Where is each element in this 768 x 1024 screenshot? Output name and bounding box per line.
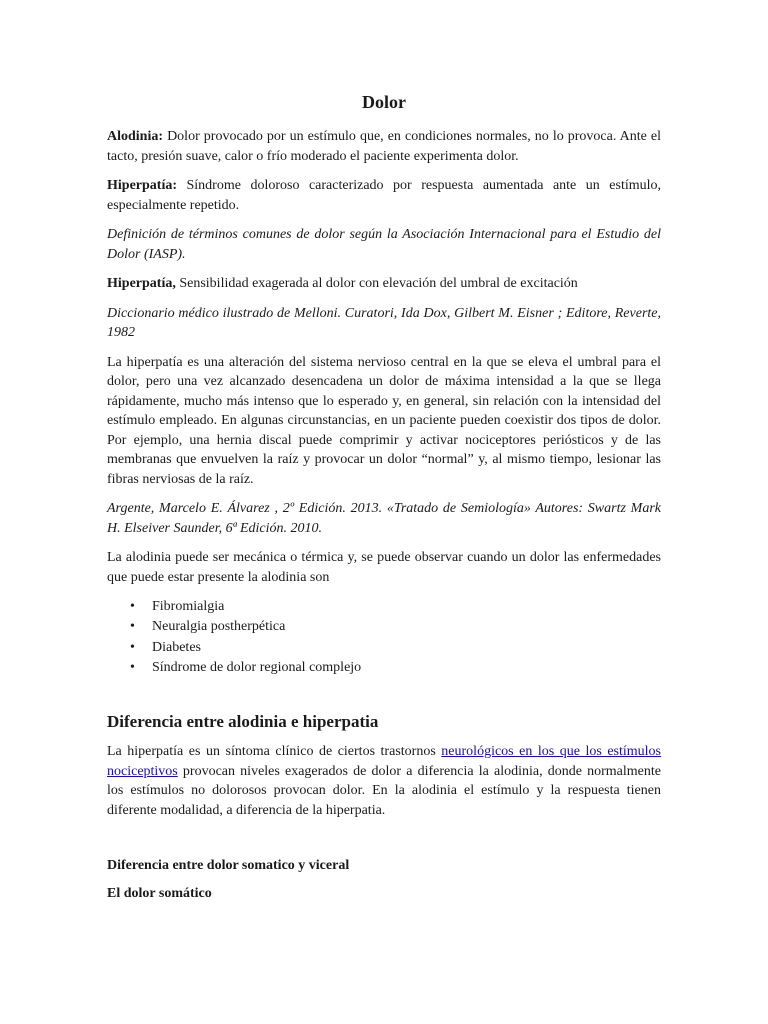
hiperpatia-definition bbox=[107, 176, 661, 215]
alodinia-term: Alodinia: bbox=[107, 129, 164, 144]
alodinia-definition bbox=[107, 127, 661, 166]
list-item: • Diabetes bbox=[152, 638, 661, 658]
difference-text-after: provocan niveles exagerados de dolor a diferencia la alodinia, donde normalmente los estímulos no dolorosos provocan dolor. En la alodinia el estímulo y la respuesta tienen diferente modalidad, a diferencia de la hiperpatia. bbox=[107, 763, 661, 818]
hiperpatia-text-2: Sensibilidad exagerada al dolor con elevación del umbral de excitación bbox=[175, 276, 578, 291]
hiperpatia-term: Hiperpatía: bbox=[107, 178, 177, 193]
citation-argente: Argente, Marcelo E. Álvarez , 2º Edición. 2013. «Tratado de Semiología» Autores: Swartz Mark H. Elseiver Saunder, 6ª Edición. 2010. bbox=[107, 501, 661, 536]
page-title: Dolor bbox=[362, 92, 406, 112]
paragraph-alodinia: La alodinia puede ser mecánica o térmica y, se puede observar cuando un dolor las enfermedades que puede estar presente la alodinia son bbox=[107, 550, 661, 585]
hiperpatia-term-2: Hiperpatía, bbox=[107, 276, 176, 291]
subheading-somatic-visceral: Diferencia entre dolor somatico y viceral bbox=[107, 858, 350, 874]
section-heading: Diferencia entre alodinia e hiperpatia bbox=[107, 712, 379, 732]
hiperpatia-text: Síndrome doloroso caracterizado por respuesta aumentada ante un estímulo, especialmente repetido. bbox=[107, 178, 661, 213]
citation-melloni: Diccionario médico ilustrado de Melloni. Curatori, Ida Dox, Gilbert M. Eisner ; Editore, Reverte, 1982 bbox=[107, 305, 661, 340]
difference-text-before: La hiperpatía es un síntoma clínico de ciertos trastornos bbox=[107, 744, 442, 760]
paragraph-hiperpatia: La hiperpatía es una alteración del sistema nervioso central en la que se eleva el umbral para el dolor, pero una vez alcanzado desencadena un dolor de máxima intensidad a la que se llega rápidamente, mucho más intenso que lo esperado y, en general, sin relación con la intensidad del estímulo empleado. En algunas circunstancias, en un paciente pueden coexistir dos tipos de dolor. Por ejemplo, una hernia discal puede comprimir y activar nociceptores periósticos y de las membranas que envuelven la raíz y provocar un dolor “normal” y, al mismo tiempo, lesionar las fibras nerviosas de la raíz. bbox=[107, 354, 661, 487]
neurological-link[interactable]: neurológicos en los que los estímulos nociceptivos bbox=[107, 744, 662, 779]
subheading-somatic-pain: El dolor somático bbox=[107, 886, 212, 902]
list-item: • Neuralgia postherpética bbox=[152, 617, 661, 637]
difference-paragraph bbox=[107, 742, 661, 820]
spacer bbox=[107, 830, 661, 858]
disease-list bbox=[107, 597, 661, 678]
citation-iasp: Definición de términos comunes de dolor según la Asociación Internacional para el Estudio del Dolor (IASP). bbox=[107, 227, 661, 262]
list-item: • Fibromialgia bbox=[152, 597, 661, 617]
alodinia-text: Dolor provocado por un estímulo que, en condiciones normales, no lo provoca. Ante el tacto, presión suave, calor o frío moderado el paciente experimenta dolor. bbox=[107, 129, 661, 164]
list-item: • Síndrome de dolor regional complejo bbox=[152, 658, 661, 678]
hiperpatia-definition-2 bbox=[107, 274, 661, 294]
